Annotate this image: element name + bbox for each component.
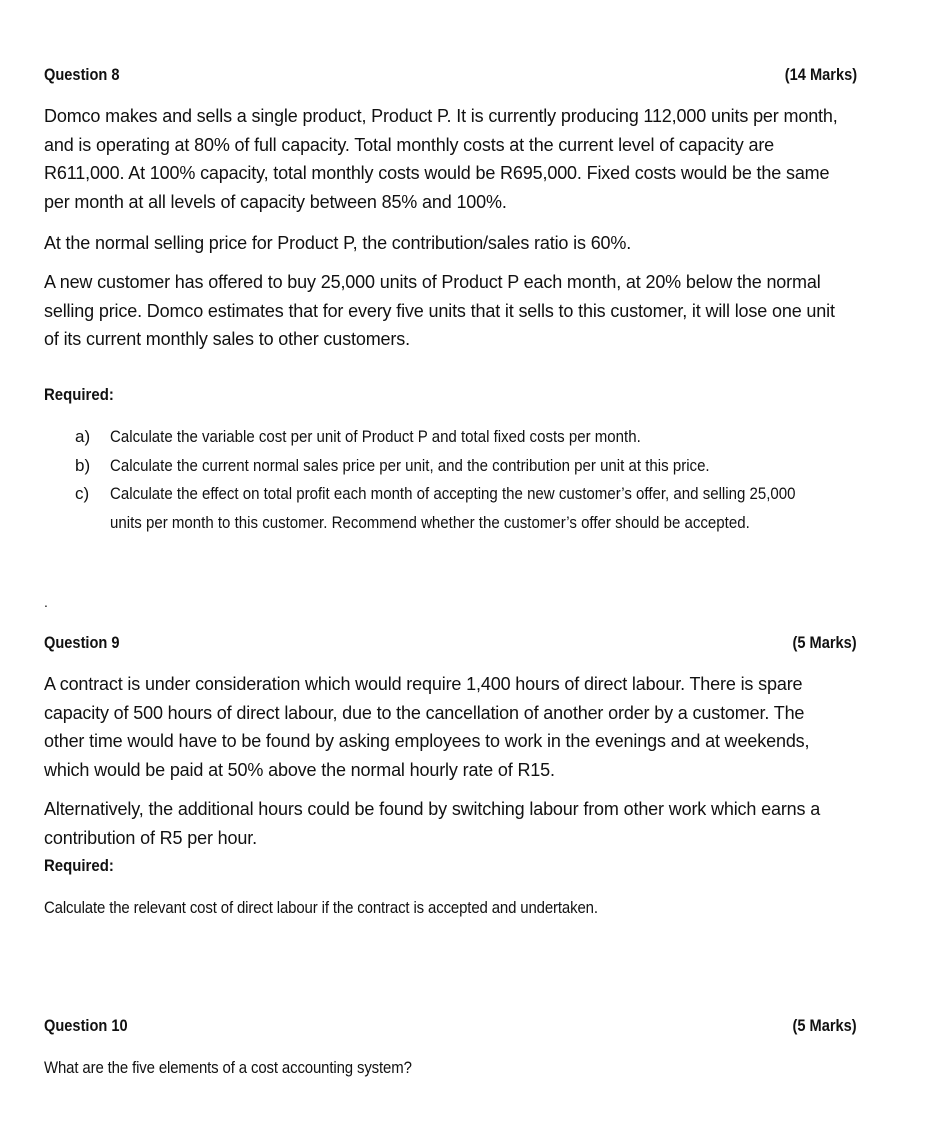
list-item-text: Calculate the variable cost per unit of Product P and total fixed costs per month. <box>110 427 641 446</box>
list-item-label: a) <box>75 427 91 446</box>
list-item-text: Calculate the effect on total profit each month of accepting the new customer’s offer, and selling 25,000 <box>110 484 796 503</box>
question-9-task-text: Calculate the relevant cost of direct labour if the contract is accepted and undertaken. <box>44 898 598 917</box>
paragraph-line: R611,000. At 100% capacity, total monthly costs would be R695,000. Fixed costs would be the same <box>44 163 830 183</box>
list-item <box>75 423 855 452</box>
question-8-title: Question 8 <box>44 65 120 84</box>
question-9-paragraph-2 <box>44 795 859 852</box>
question-9-task <box>44 893 859 923</box>
paragraph-line: A new customer has offered to buy 25,000 units of Product P each month, at 20% below the normal <box>44 272 821 292</box>
list-item-text: units per month to this customer. Recommend whether the customer’s offer should be accepted. <box>110 512 750 532</box>
paragraph-line: Domco makes and sells a single product, Product P. It is currently producing 112,000 units per month, <box>44 106 838 126</box>
list-item-label: b) <box>75 455 91 475</box>
question-8-marks: (14 Marks) <box>784 65 857 84</box>
question-8-requirements-list <box>75 423 855 537</box>
paragraph-line: selling price. Domco estimates that for every five units that it sells to this customer, it will lose one unit <box>44 300 835 321</box>
question-10-task <box>44 1053 859 1083</box>
question-8-paragraph-3 <box>44 268 859 354</box>
question-9-title: Question 9 <box>44 633 120 652</box>
paragraph-line: per month at all levels of capacity between 85% and 100%. <box>44 191 507 212</box>
paragraph-line: other time would have to be found by asking employees to work in the evenings and at weekends, <box>44 731 810 751</box>
question-8-required-heading: Required: <box>44 385 114 404</box>
list-item-text: Calculate the current normal sales price per unit, and the contribution per unit at this price. <box>110 455 710 475</box>
question-10-marks: (5 Marks) <box>792 1016 857 1035</box>
paragraph-line: and is operating at 80% of full capacity. Total monthly costs at the current level of capacity are <box>44 134 775 155</box>
question-8-paragraph-1 <box>44 102 859 216</box>
list-item <box>75 480 855 537</box>
paragraph-line: At the normal selling price for Product P, the contribution/sales ratio is 60%. <box>44 233 632 253</box>
paragraph-line: capacity of 500 hours of direct labour, due to the cancellation of another order by a customer. The <box>44 702 805 723</box>
list-item <box>75 452 855 481</box>
question-8-header <box>44 65 857 85</box>
paragraph-line: A contract is under consideration which would require 1,400 hours of direct labour. There is spare <box>44 674 803 694</box>
question-10-task-text: What are the five elements of a cost accounting system? <box>44 1058 412 1077</box>
question-9-header <box>44 633 857 653</box>
paragraph-line: which would be paid at 50% above the normal hourly rate of R15. <box>44 759 555 780</box>
list-item-label: c) <box>75 484 90 503</box>
question-10-title: Question 10 <box>44 1016 128 1035</box>
separator-dot: . <box>44 594 48 610</box>
question-9-marks: (5 Marks) <box>792 633 857 652</box>
question-9-required-heading: Required: <box>44 856 114 875</box>
question-10-header <box>44 1016 857 1036</box>
question-9-paragraph-1 <box>44 670 859 784</box>
paragraph-line: of its current monthly sales to other customers. <box>44 329 410 349</box>
paragraph-line: contribution of R5 per hour. <box>44 827 257 848</box>
paragraph-line: Alternatively, the additional hours could be found by switching labour from other work which earns a <box>44 799 821 819</box>
question-8-paragraph-2 <box>44 229 859 258</box>
